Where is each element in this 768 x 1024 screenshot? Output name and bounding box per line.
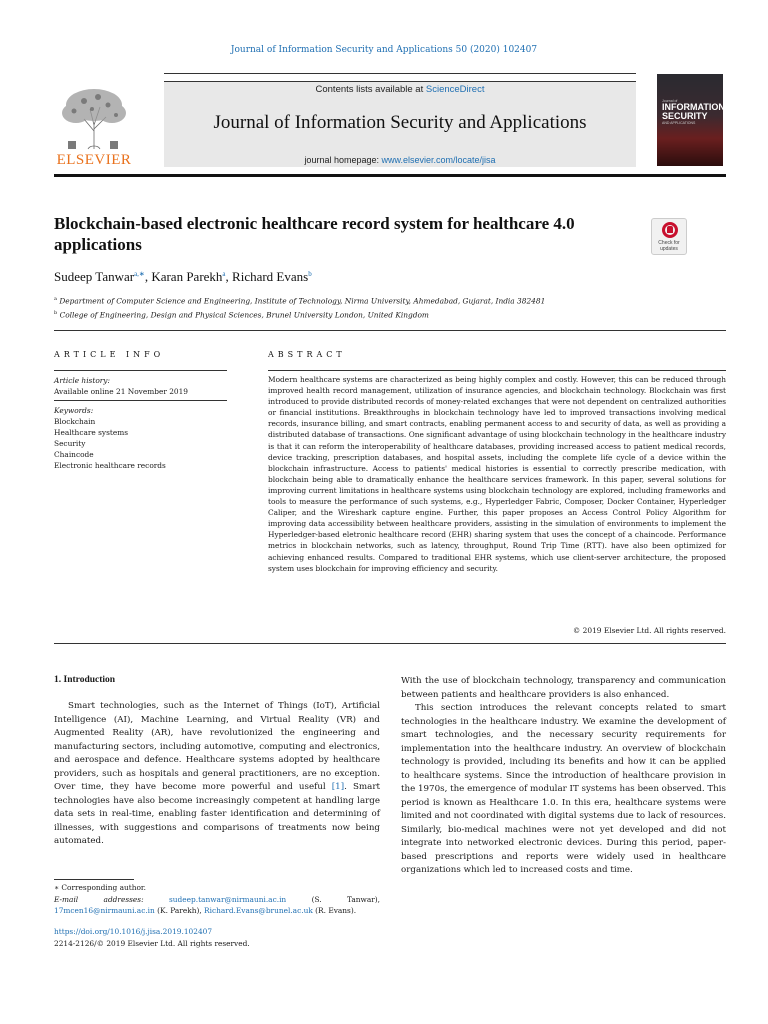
author-name: Karan Parekh xyxy=(151,269,223,284)
affiliation-text: College of Engineering, Design and Physical Sciences, Brunel University London, United Kingdom xyxy=(59,310,429,320)
crossmark-icon xyxy=(662,222,678,238)
body-paragraph: With the use of blockchain technology, transparency and communication between patients and healthcare providers is also enhanced. xyxy=(401,676,726,700)
journal-masthead xyxy=(54,73,726,174)
journal-cover-image xyxy=(657,74,723,166)
masthead-divider xyxy=(54,174,726,177)
affiliation-item xyxy=(54,307,714,321)
section-divider xyxy=(54,330,726,331)
section-divider xyxy=(54,643,726,644)
author-affiliation-link[interactable]: a xyxy=(222,270,226,278)
contents-prefix: Contents lists available at xyxy=(315,84,426,95)
abstract-copyright: © 2019 Elsevier Ltd. All rights reserved. xyxy=(572,626,726,635)
contents-line xyxy=(164,84,636,95)
abstract-text: Modern healthcare systems are characterized as being highly complex and costly. However, this can be reduced through improved health record management, utilization of insurance agencies, and blockchain technology. Blockchain was first introduced to provide distributed records of money-related exchanges that were not dependent on centralized authorities or financial institutions. Breakthroughs in blockchain technology have led to improved transactions involving medical records, insurance billing, and smart contracts, enabling permanent access to and security of data, as well as providing a distributed database of transactions. One significant advantage of using blockchain technology in the healthcare industry is that it can reform the interoperability of healthcare databases, providing increased access to patient medical records, device tracking, prescription databases, and hospital assets, including the complete life cycle of a device within the blockchain infrastructure. Access to patients' medical histories is essential to correctly prescribe medication, with blockchain being able to dramatically enhance the healthcare services framework. In this paper, several solutions for improving current limitations in healthcare systems using blockchain technology are explored, including frameworks and tools to measure the performance of such systems, e.g., Hyperledger Fabric, Composer, Docker Container, Hyperledger Caliper, and the Wireshark capture engine. Further, this paper proposes an Access Control Policy Algorithm for improving data accessibility between healthcare providers, assisting in the simulation of environments to implement the Hyperledger-based eletronic healthcare record (EHR) sharing system that uses the concept of a chaincode. Performance metrics in blockchain networks, such as latency, throughput, Round Trip Time (RTT). have also been optimized for achieving enhanced results. Compared to traditional EHR systems, which use client-server architecture, the proposed system uses blockchain for improving efficiency and security. xyxy=(268,375,726,573)
homepage-prefix: journal homepage: xyxy=(304,155,382,165)
body-paragraph: This section introduces the relevant concepts related to smart technologies in the healthcare industry. We examine the development of smart technologies, and the necessary security requirements for implementation into the healthcare industry. An overview of blockchain technology is provided, including its benefits and how it can be applied to healthcare systems. Since the introduction of healthcare provision in the 1970s, the emergence of modular IT systems has been observed. This period is known as Healthcare 1.0. In this era, healthcare systems were limited and not coordinated with digital systems due to lack of resources. Similarly, bio-medical machines were not yet developed and did not integrate into networked electronic devices. During this period, paper-based prescriptions and reports were widely used in healthcare organizations which led to increased costs and time. xyxy=(401,703,726,875)
keyword-item: Chaincode xyxy=(54,450,94,459)
paragraph-text: Smart technologies, such as the Internet of Things (IoT), Artificial Intelligence (AI), Machine Learning, and Virtual Reality (VR) and Augmented Reality (AR), have revolutionized the engineering and manufacturing sectors, including automotive, computing and electronics, and aerospace and defence. Healthcare systems adopted by healthcare providers, such as hospitals and general practitioners, are no exception. Over time, they have become more powerful and useful xyxy=(54,701,380,792)
author-name: Richard Evans xyxy=(232,269,309,284)
keyword-item: Security xyxy=(54,439,86,448)
cover-line-4: AND APPLICATIONS xyxy=(662,121,696,125)
issn-copyright: 2214-2126/© 2019 Elsevier Ltd. All rights reserved. xyxy=(54,938,250,948)
footnote-rule xyxy=(54,879,134,880)
article-info-rule xyxy=(54,370,227,371)
affiliations xyxy=(54,293,714,322)
keyword-item: Blockchain xyxy=(54,417,96,426)
masthead-top-rule xyxy=(164,73,636,74)
cover-line-3: SECURITY xyxy=(662,111,708,121)
article-info-panel xyxy=(54,375,227,471)
affiliation-mark: b xyxy=(54,310,58,317)
keyword-item: Electronic healthcare records xyxy=(54,461,166,470)
publisher-name: ELSEVIER xyxy=(56,152,132,168)
author-affiliation-link[interactable]: b xyxy=(308,270,312,278)
doi-block xyxy=(54,926,380,949)
corresponding-author-note: ∗ Corresponding author. xyxy=(54,883,146,892)
author-affiliation-link[interactable]: a,∗ xyxy=(134,270,145,278)
cover-line-2: INFORMATION xyxy=(662,102,725,112)
cover-line-1: Journal of xyxy=(662,99,678,103)
affiliation-text: Department of Computer Science and Engineering, Institute of Technology, Nirma University, Ahmedabad, Gujarat, India 382481 xyxy=(59,296,546,306)
email-owner: (R. Evans). xyxy=(312,906,357,915)
email-owner: (K. Parekh), xyxy=(154,906,205,915)
affiliation-mark: a xyxy=(54,296,57,302)
history-label: Article history: xyxy=(54,376,110,385)
keywords-label: Keywords: xyxy=(54,406,94,415)
author-name: Sudeep Tanwar xyxy=(54,269,135,284)
abstract-rule xyxy=(268,370,726,371)
check-for-updates-button[interactable] xyxy=(651,218,687,255)
author-separator: , xyxy=(225,269,233,284)
footnotes xyxy=(54,882,380,917)
keyword-item: Healthcare systems xyxy=(54,428,129,437)
journal-title: Journal of Information Security and Applications xyxy=(213,112,587,133)
email-owner: (S. Tanwar), xyxy=(286,894,381,904)
email-addresses xyxy=(54,894,380,917)
sciencedirect-link[interactable]: ScienceDirect xyxy=(425,84,485,95)
email-label: E-mail addresses: xyxy=(54,894,144,904)
affiliation-item xyxy=(54,293,714,307)
body-column-left xyxy=(54,700,380,849)
paragraph-text: . Smart technologies have also become increasingly competent at handling large data sets in real-time, enabling faster identification and determining of illnesses, with suggestions and comparisons of treatments now being automated. xyxy=(54,782,380,846)
email-link[interactable]: sudeep.tanwar@nirmauni.ac.in xyxy=(168,894,287,904)
doi-link[interactable]: https://doi.org/10.1016/j.jisa.2019.102407 xyxy=(54,927,213,936)
author-list xyxy=(54,269,312,285)
journal-citation[interactable]: Journal of Information Security and Applications 50 (2020) 102407 xyxy=(230,45,538,55)
article-history xyxy=(54,375,227,397)
keywords-block xyxy=(54,405,227,471)
introduction-heading: 1. Introduction xyxy=(54,675,116,685)
journal-homepage-link[interactable]: www.elsevier.com/locate/jisa xyxy=(381,155,496,165)
email-link[interactable]: Richard.Evans@brunel.ac.uk xyxy=(204,906,313,915)
body-column-right xyxy=(401,675,726,878)
cover-text xyxy=(662,99,725,125)
homepage-line xyxy=(164,155,636,165)
citation-link[interactable]: [1] xyxy=(331,782,345,792)
body-paragraph xyxy=(54,700,380,849)
masthead-band xyxy=(164,81,636,167)
article-title: Blockchain-based electronic healthcare record system for healthcare 4.0 applications xyxy=(54,214,575,254)
author-separator: , xyxy=(144,269,152,284)
crossmark-label: Check for updates xyxy=(658,240,680,252)
article-info-heading: ARTICLE INFO xyxy=(54,350,165,359)
email-link[interactable]: 17mcen16@nirmauni.ac.in xyxy=(54,906,155,915)
history-value: Available online 21 November 2019 xyxy=(54,387,189,396)
abstract-heading: ABSTRACT xyxy=(268,350,346,359)
